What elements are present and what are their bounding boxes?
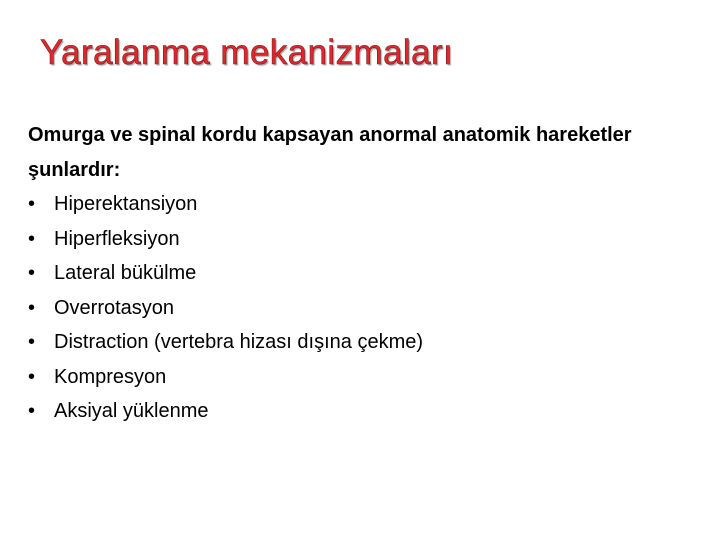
bullet-item xyxy=(28,187,688,222)
bullet-icon: • xyxy=(28,262,36,284)
slide-body xyxy=(28,118,688,429)
slide-title: Yaralanma mekanizmaları xyxy=(40,33,454,72)
bullet-icon: • xyxy=(28,400,36,422)
bullet-icon: • xyxy=(28,227,36,250)
bullet-icon: • xyxy=(28,193,36,215)
bullet-text: Distraction (vertebra hizası dışına çekme) xyxy=(54,331,424,353)
bullet-text: Kompresyon xyxy=(54,365,167,388)
bullet-item xyxy=(28,325,688,360)
bullet-icon: • xyxy=(28,331,36,353)
bullet-text: Hiperektansiyon xyxy=(54,193,198,215)
bullet-item xyxy=(28,222,688,257)
bullet-item xyxy=(28,394,688,429)
bullet-text: Hiperfleksiyon xyxy=(54,227,180,250)
bullet-text: Lateral bükülme xyxy=(54,262,197,284)
bullet-icon: • xyxy=(28,296,36,319)
bullet-item xyxy=(28,291,688,326)
bullet-text: Aksiyal yüklenme xyxy=(54,400,209,422)
bullet-icon: • xyxy=(28,365,36,388)
intro-text: Omurga ve spinal kordu kapsayan anormal anatomik hareketler şunlardır: xyxy=(28,124,632,181)
bullet-item xyxy=(28,256,688,291)
bullet-list xyxy=(28,187,688,429)
bullet-text: Overrotasyon xyxy=(54,296,175,319)
bullet-item xyxy=(28,360,688,395)
